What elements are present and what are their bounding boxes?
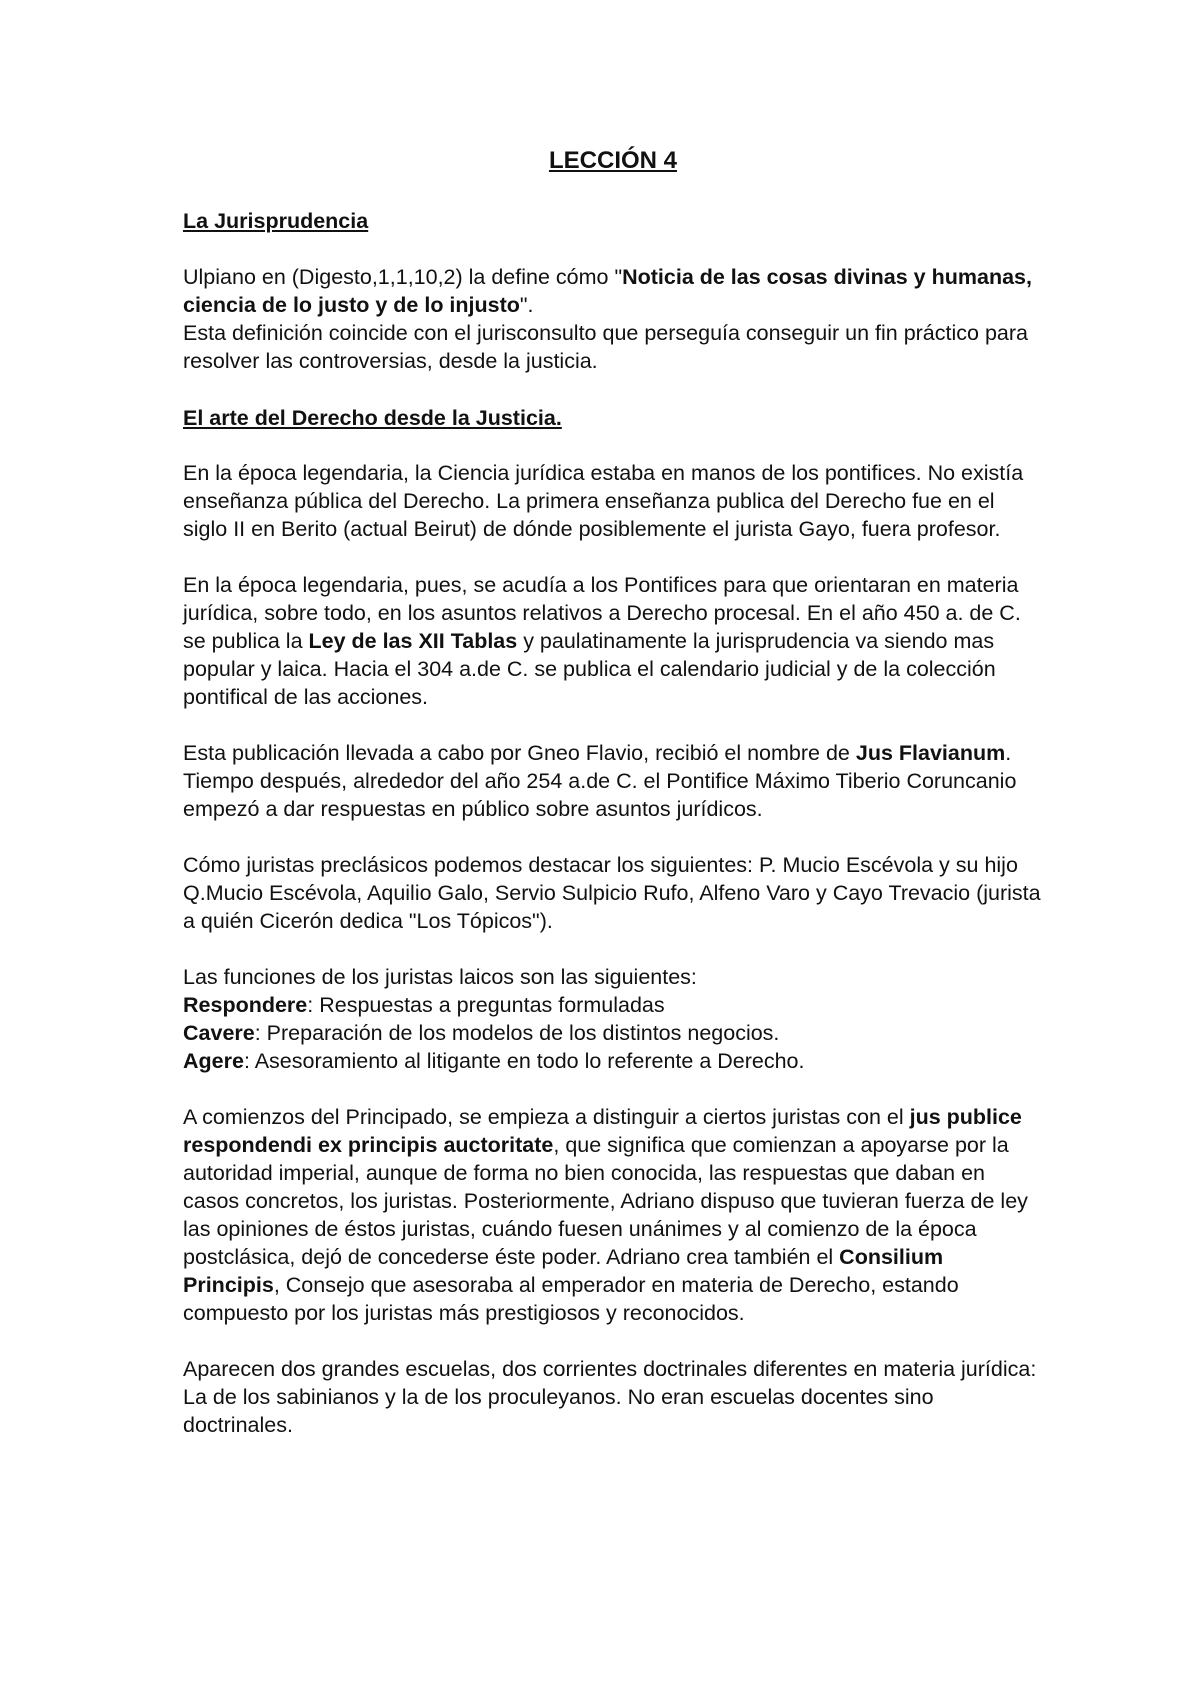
paragraph-text: . Tiempo después, alrededor del año 254 a.de C. el Pontifice Máximo Tiberio Coruncanio empezó a dar respuestas en público sobre asuntos jurídicos. — [183, 741, 1017, 821]
paragraph-text: A comienzos del Principado, se empieza a distinguir a ciertos juristas con el — [183, 1105, 910, 1129]
paragraph-juristas-preclasicos: Cómo juristas preclásicos podemos destacar los siguientes: P. Mucio Escévola y su hijo Q.Mucio Escévola, Aquilio Galo, Servio Sulpicio Rufo, Alfeno Varo y Cayo Trevacio (jurista a quién Cicerón dedica "Los Tópicos"). — [183, 853, 1041, 933]
paragraph-text: Esta definición coincide con el jurisconsulto que perseguía conseguir un fin práctico para resolver las controversias, desde la justicia. — [183, 321, 1028, 373]
paragraph-epoca-legendaria: En la época legendaria, la Ciencia jurídica estaba en manos de los pontifices. No existía enseñanza pública del Derecho. La primera enseñanza publica del Derecho fue en el siglo II en Berito (actual Beirut) de dónde posiblemente el jurista Gayo, fuera profesor. — [183, 461, 1024, 541]
funcion-item — [183, 991, 1043, 1019]
paragraph-text: y paulatinamente la jurisprudencia va siendo mas popular y laica. Hacia el 304 a.de C. se publica el calendario judicial y de la colección pontifical de las acciones. — [183, 629, 996, 709]
funcion-desc: : Asesoramiento al litigante en todo lo referente a Derecho. — [243, 1049, 805, 1073]
bold-jus-publice: jus publice respondendi ex principis auctoritate — [183, 1105, 1022, 1157]
paragraph-text: ". — [519, 293, 534, 317]
funcion-desc: : Preparación de los modelos de los distintos negocios. — [254, 1021, 780, 1045]
section-heading-arte-derecho: El arte del Derecho desde la Justicia. — [183, 406, 562, 430]
paragraph-funciones — [183, 963, 1043, 1075]
bold-definition: Noticia de las cosas divinas y humanas, ciencia de lo justo y de lo injusto — [183, 265, 1032, 317]
bold-ley-xii-tablas: Ley de las XII Tablas — [308, 629, 518, 653]
document-content — [183, 146, 1043, 1467]
paragraph-principado — [183, 1103, 1043, 1327]
funcion-term: Respondere — [183, 993, 308, 1017]
funcion-desc: : Respuestas a preguntas formuladas — [307, 993, 665, 1017]
paragraph-text: Ulpiano en (Digesto,1,1,10,2) la define cómo " — [183, 265, 623, 289]
paragraph-text: , que significa que comienzan a apoyarse por la autoridad imperial, aunque de forma no bien conocida, las respuestas que daban en casos concretos, los juristas. Posteriormente, Adriano dispuso que tuvieran fuerza de ley las opiniones de éstos juristas, cuándo fuesen unánimes y al comienzo de la época postclásica, dejó de concederse éste poder. Adriano crea también el — [183, 1133, 1028, 1269]
paragraph-jus-flavianum — [183, 739, 1043, 823]
bold-consilium-principis: Consilium Principis — [183, 1245, 944, 1297]
funcion-term: Cavere — [183, 1021, 255, 1045]
funcion-item — [183, 1019, 1043, 1047]
paragraph-definition — [183, 263, 1043, 375]
paragraph-text: En la época legendaria, pues, se acudía a los Pontifices para que orientaran en materia jurídica, sobre todo, en los asuntos relativos a Derecho procesal. En el año 450 a. de C. se publica la — [183, 573, 1021, 653]
page-title: LECCIÓN 4 — [548, 147, 677, 174]
paragraph-text: , Consejo que asesoraba al emperador en materia de Derecho, estando compuesto por los juristas más prestigiosos y reconocidos. — [183, 1273, 959, 1325]
funcion-item — [183, 1047, 1043, 1075]
funcion-term: Agere — [183, 1049, 244, 1073]
paragraph-pontifices — [183, 571, 1043, 711]
paragraph-escuelas: Aparecen dos grandes escuelas, dos corrientes doctrinales diferentes en materia jurídica: La de los sabinianos y la de los proculeyanos. No eran escuelas docentes sino doctrinales. — [183, 1357, 1037, 1437]
paragraph-text: Esta publicación llevada a cabo por Gneo Flavio, recibió el nombre de — [183, 741, 856, 765]
section-heading-jurisprudencia: La Jurisprudencia — [183, 209, 369, 233]
funciones-intro: Las funciones de los juristas laicos son las siguientes: — [183, 965, 697, 989]
bold-jus-flavianum: Jus Flavianum — [855, 741, 1006, 765]
